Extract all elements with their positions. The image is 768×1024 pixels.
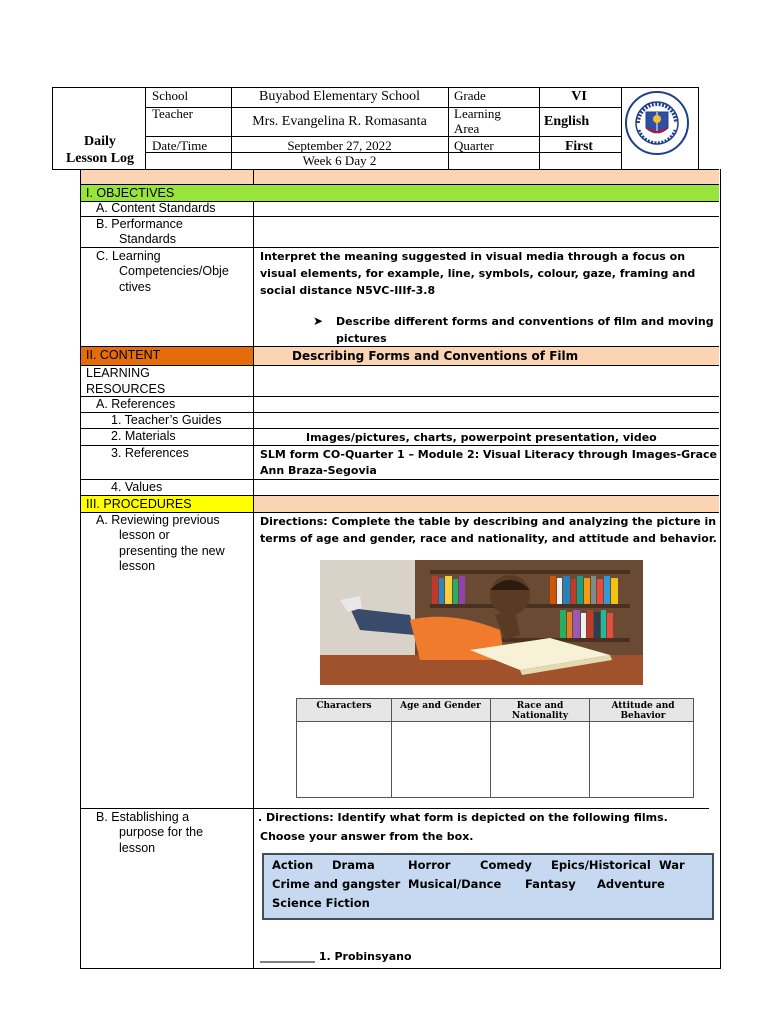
- option-comedy: Comedy: [480, 858, 532, 872]
- procedure-a-label-2: lesson or: [119, 528, 170, 542]
- performance-standards-label-1: B. Performance: [96, 217, 183, 231]
- learning-resources-heading-1: LEARNING: [86, 366, 150, 380]
- boy-reading-picture: [320, 560, 643, 685]
- performance-standards-label-2: Standards: [119, 232, 176, 246]
- procedure-b-label-2: purpose for the: [119, 825, 204, 839]
- title-daily: Daily: [84, 134, 116, 149]
- area-label-1: Learning: [454, 106, 501, 121]
- option-action: Action: [272, 858, 314, 872]
- procedures-bar-right: [254, 496, 719, 512]
- procedure-a-directions-1: Directions: Complete the table by describing and analyzing the picture in: [260, 515, 717, 528]
- quarter-value: First: [565, 138, 593, 153]
- objective-bullet-1: Describe different forms and conventions of film and moving: [336, 315, 714, 328]
- learning-competencies-label-1: C. Learning: [96, 249, 161, 263]
- week-value: Week 6 Day 2: [302, 153, 377, 168]
- references-value-1: SLM form CO-Quarter 1 – Module 2: Visual Literacy through Images-Grace: [260, 448, 718, 461]
- option-fantasy: Fantasy: [525, 877, 576, 891]
- procedure-a-label-1: A. Reviewing previous: [96, 513, 220, 527]
- deped-seal-logo: [624, 90, 690, 156]
- date-label: Date/Time: [152, 138, 208, 153]
- option-crime-gangster: Crime and gangster: [272, 877, 401, 891]
- objective-bullet-2: pictures: [336, 332, 387, 345]
- table-header-race-nationality: Race and Nationality: [511, 701, 569, 721]
- procedure-a-directions-2: terms of age and gender, race and nationality, and attitude and behavior.: [260, 532, 717, 545]
- option-adventure: Adventure: [597, 877, 665, 891]
- procedure-a-label-3: presenting the new: [119, 544, 225, 558]
- analysis-table: [296, 698, 694, 798]
- grade-value: VI: [571, 89, 587, 104]
- procedure-a-label-4: lesson: [119, 559, 156, 573]
- procedure-b-label-3: lesson: [119, 841, 156, 855]
- table-header-age-gender: Age and Gender: [400, 701, 481, 711]
- area-label-2: Area: [454, 121, 480, 136]
- references-3-label: 3. References: [111, 446, 189, 460]
- area-value: English: [544, 114, 590, 129]
- competency-text-3: social distance N5VC-IIIf-3.8: [260, 284, 436, 297]
- objectives-bar: [81, 185, 719, 201]
- quarter-label: Quarter: [454, 138, 494, 153]
- references-value-2: Ann Braza-Segovia: [260, 464, 377, 477]
- materials-label: 2. Materials: [111, 429, 176, 443]
- film-item-1: __________ 1. Probinsyano: [260, 950, 412, 963]
- teacher-value: Mrs. Evangelina R. Romasanta: [252, 114, 427, 129]
- option-horror: Horror: [408, 858, 451, 872]
- arrow-bullet-icon: ➤: [313, 314, 324, 328]
- learning-competencies-label-3: ctives: [119, 280, 151, 294]
- content-value: Describing Forms and Conventions of Film: [292, 349, 579, 363]
- grade-label: Grade: [454, 88, 486, 103]
- table-header-characters: Characters: [316, 701, 372, 711]
- learning-competencies-label-2: Competencies/Obje: [119, 264, 229, 278]
- table-header-attitude-behavior: Attitude and Behavior: [611, 701, 675, 721]
- teacher-label: Teacher: [152, 106, 193, 121]
- film-forms-box: [262, 853, 714, 920]
- content-standards-label: A. Content Standards: [96, 201, 216, 215]
- date-value: September 27, 2022: [287, 138, 392, 153]
- procedure-b-label-1: B. Establishing a: [96, 810, 190, 824]
- option-epics-historical: Epics/Historical: [551, 858, 651, 872]
- option-war: War: [659, 858, 685, 872]
- competency-text-1: Interpret the meaning suggested in visual media through a focus on: [260, 250, 686, 263]
- materials-value: Images/pictures, charts, powerpoint presentation, video: [306, 431, 657, 444]
- competency-text-2: visual elements, for example, line, symbols, colour, gaze, framing and: [260, 267, 696, 280]
- teachers-guides-label: 1. Teacher’s Guides: [111, 413, 222, 427]
- procedure-b-directions-1: . Directions: Identify what form is depicted on the following films.: [258, 811, 668, 824]
- option-science-fiction: Science Fiction: [272, 896, 370, 910]
- learning-resources-heading-2: RESOURCES: [86, 382, 166, 396]
- references-label: A. References: [96, 397, 176, 411]
- school-label: School: [152, 88, 189, 103]
- content-heading: II. CONTENT: [86, 348, 161, 362]
- procedures-heading: III. PROCEDURES: [86, 497, 192, 511]
- procedure-b-directions-2: Choose your answer from the box.: [260, 830, 474, 843]
- title-lesson-log: Lesson Log: [65, 151, 135, 166]
- school-value: Buyabod Elementary School: [259, 89, 420, 104]
- values-label: 4. Values: [111, 480, 163, 494]
- objectives-heading: I. OBJECTIVES: [86, 186, 175, 200]
- option-drama: Drama: [332, 858, 375, 872]
- option-musical-dance: Musical/Dance: [408, 877, 502, 891]
